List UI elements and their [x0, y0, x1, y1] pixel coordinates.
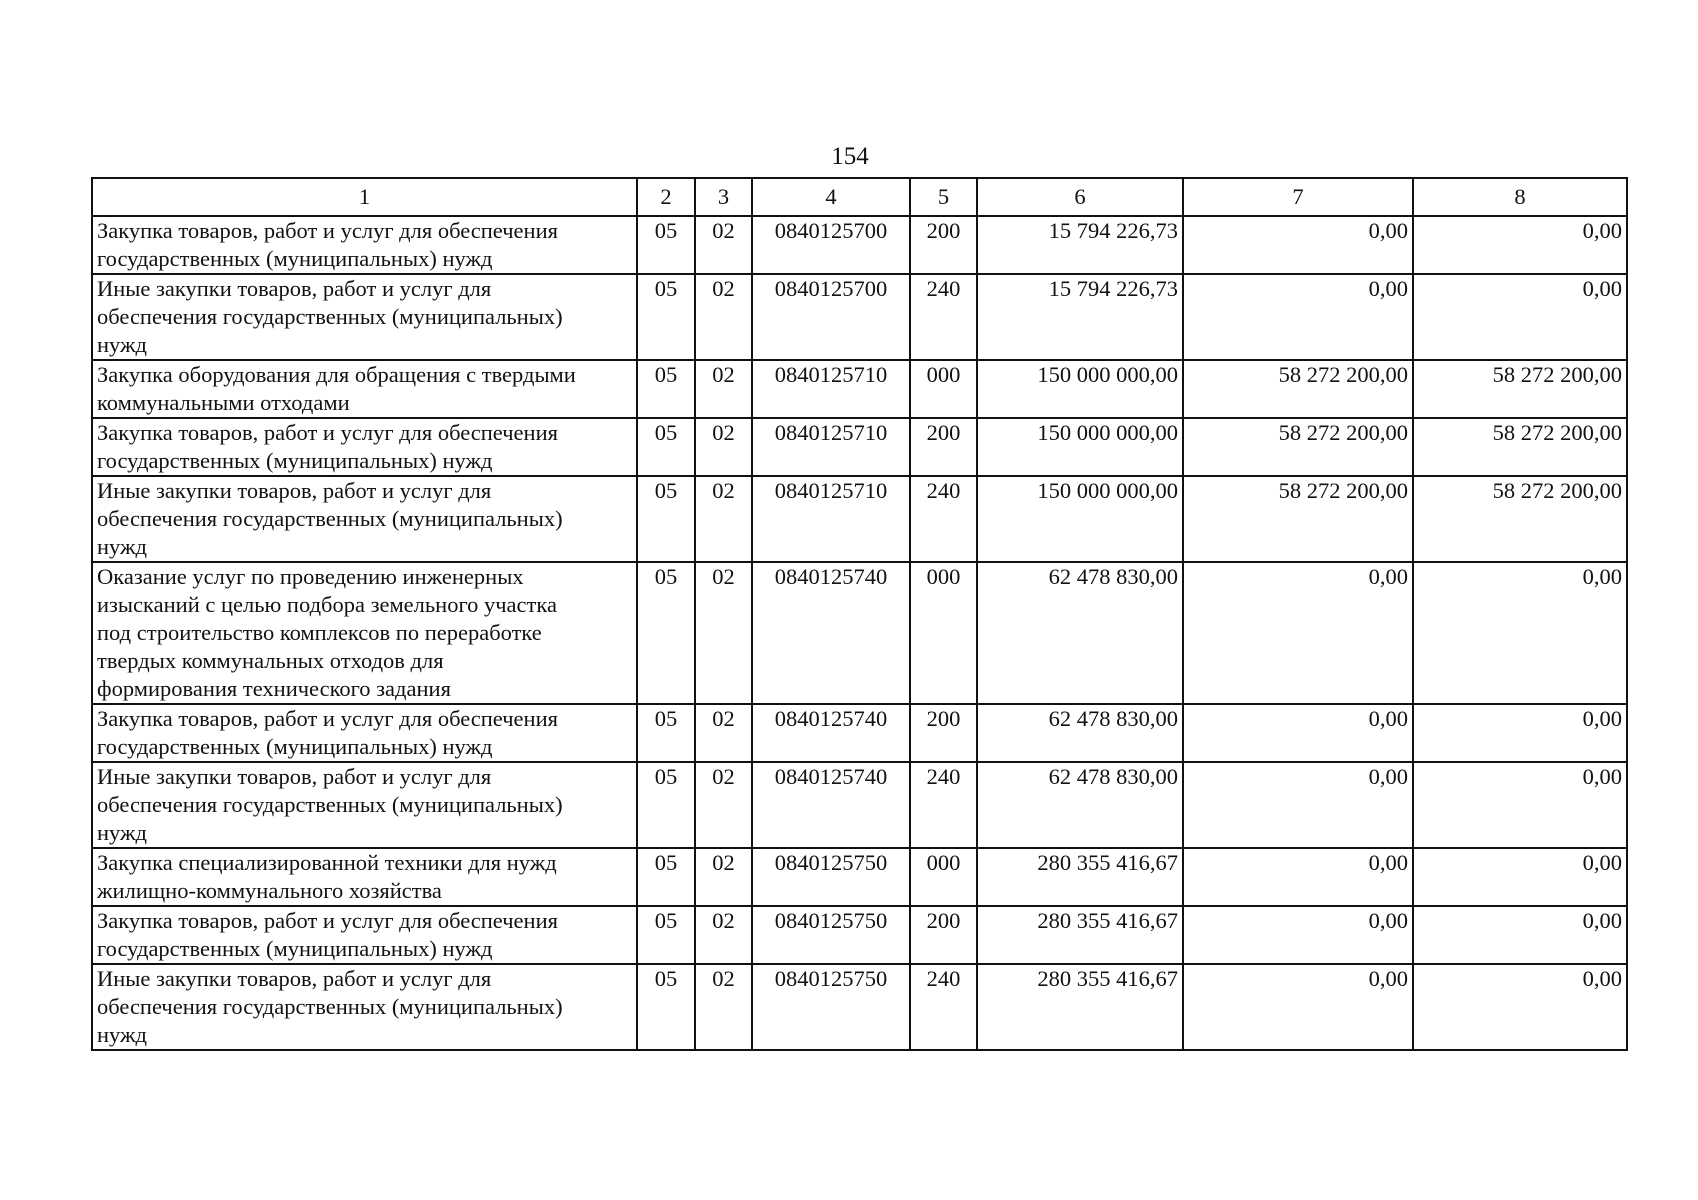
- table-row: [92, 562, 1627, 704]
- row-section-code: 05: [637, 274, 695, 360]
- row-amount-col8: 58 272 200,00: [1413, 360, 1627, 418]
- row-subsection-code: 02: [695, 562, 752, 704]
- budget-table: [91, 177, 1628, 1051]
- row-section-code: 05: [637, 848, 695, 906]
- table-row: [92, 964, 1627, 1050]
- row-section-code: 05: [637, 562, 695, 704]
- table-row: [92, 906, 1627, 964]
- table-row: [92, 704, 1627, 762]
- row-section-code: 05: [637, 762, 695, 848]
- table-body: [92, 216, 1627, 1050]
- row-name-line: обеспечения государственных (муниципальных): [97, 506, 563, 531]
- row-name: [92, 848, 637, 906]
- row-name-line: Закупка товаров, работ и услуг для обеспечения: [97, 908, 558, 933]
- row-name-line: Закупка товаров, работ и услуг для обеспечения: [97, 420, 558, 445]
- row-target-article-code: 0840125710: [752, 418, 910, 476]
- row-expense-type-code: 200: [910, 704, 977, 762]
- row-expense-type-code: 240: [910, 964, 977, 1050]
- row-amount-col7: 58 272 200,00: [1183, 360, 1413, 418]
- row-name-line: Закупка специализированной техники для нужд: [97, 850, 557, 875]
- row-amount-col6: 150 000 000,00: [977, 360, 1183, 418]
- row-amount-col6: 150 000 000,00: [977, 418, 1183, 476]
- row-subsection-code: 02: [695, 964, 752, 1050]
- row-amount-col8: 0,00: [1413, 274, 1627, 360]
- row-name-line: государственных (муниципальных) нужд: [97, 246, 493, 271]
- row-expense-type-code: 240: [910, 762, 977, 848]
- row-amount-col6: 280 355 416,67: [977, 906, 1183, 964]
- row-name-line: Закупка товаров, работ и услуг для обеспечения: [97, 218, 558, 243]
- table-row: [92, 848, 1627, 906]
- row-target-article-code: 0840125710: [752, 360, 910, 418]
- row-name-line: формирования технического задания: [97, 676, 451, 701]
- row-section-code: 05: [637, 360, 695, 418]
- row-name: [92, 476, 637, 562]
- row-name-line: твердых коммунальных отходов для: [97, 648, 444, 673]
- row-name: [92, 360, 637, 418]
- row-expense-type-code: 200: [910, 418, 977, 476]
- row-subsection-code: 02: [695, 274, 752, 360]
- row-amount-col7: 0,00: [1183, 562, 1413, 704]
- row-amount-col8: 58 272 200,00: [1413, 418, 1627, 476]
- column-header-4: 4: [752, 178, 910, 216]
- row-target-article-code: 0840125750: [752, 906, 910, 964]
- row-amount-col7: 0,00: [1183, 216, 1413, 274]
- row-subsection-code: 02: [695, 476, 752, 562]
- column-header-5: 5: [910, 178, 977, 216]
- row-expense-type-code: 240: [910, 476, 977, 562]
- row-name-line: коммунальными отходами: [97, 390, 350, 415]
- row-amount-col8: 58 272 200,00: [1413, 476, 1627, 562]
- row-name-line: под строительство комплексов по переработке: [97, 620, 542, 645]
- row-subsection-code: 02: [695, 418, 752, 476]
- row-amount-col6: 62 478 830,00: [977, 562, 1183, 704]
- row-name-line: государственных (муниципальных) нужд: [97, 448, 493, 473]
- row-name-line: нужд: [97, 534, 147, 559]
- row-subsection-code: 02: [695, 704, 752, 762]
- row-name-line: Иные закупки товаров, работ и услуг для: [97, 478, 492, 503]
- row-amount-col6: 62 478 830,00: [977, 762, 1183, 848]
- row-name-line: обеспечения государственных (муниципальных): [97, 792, 563, 817]
- row-subsection-code: 02: [695, 906, 752, 964]
- table-row: [92, 274, 1627, 360]
- row-name: [92, 906, 637, 964]
- table-row: [92, 418, 1627, 476]
- row-subsection-code: 02: [695, 216, 752, 274]
- row-section-code: 05: [637, 476, 695, 562]
- row-subsection-code: 02: [695, 848, 752, 906]
- row-name: [92, 762, 637, 848]
- row-name: [92, 418, 637, 476]
- row-amount-col6: 15 794 226,73: [977, 274, 1183, 360]
- row-name: [92, 562, 637, 704]
- row-section-code: 05: [637, 704, 695, 762]
- column-header-6: 6: [977, 178, 1183, 216]
- row-name: [92, 964, 637, 1050]
- row-amount-col7: 0,00: [1183, 704, 1413, 762]
- row-name: [92, 704, 637, 762]
- row-amount-col6: 280 355 416,67: [977, 964, 1183, 1050]
- row-amount-col7: 0,00: [1183, 906, 1413, 964]
- row-amount-col6: 280 355 416,67: [977, 848, 1183, 906]
- row-name-line: изысканий с целью подбора земельного участка: [97, 592, 557, 617]
- column-header-8: 8: [1413, 178, 1627, 216]
- row-amount-col8: 0,00: [1413, 848, 1627, 906]
- row-name-line: Оказание услуг по проведению инженерных: [97, 564, 524, 589]
- row-amount-col8: 0,00: [1413, 216, 1627, 274]
- row-amount-col8: 0,00: [1413, 762, 1627, 848]
- row-target-article-code: 0840125740: [752, 704, 910, 762]
- row-expense-type-code: 200: [910, 216, 977, 274]
- table-row: [92, 216, 1627, 274]
- row-target-article-code: 0840125740: [752, 762, 910, 848]
- table-row: [92, 476, 1627, 562]
- row-section-code: 05: [637, 418, 695, 476]
- row-section-code: 05: [637, 216, 695, 274]
- row-amount-col7: 0,00: [1183, 274, 1413, 360]
- page-number: 154: [831, 143, 869, 170]
- row-section-code: 05: [637, 964, 695, 1050]
- row-expense-type-code: 000: [910, 360, 977, 418]
- row-name-line: нужд: [97, 820, 147, 845]
- row-amount-col7: 58 272 200,00: [1183, 476, 1413, 562]
- table-row: [92, 762, 1627, 848]
- row-target-article-code: 0840125740: [752, 562, 910, 704]
- column-header-1: 1: [92, 178, 637, 216]
- row-name-line: нужд: [97, 332, 147, 357]
- row-amount-col7: 0,00: [1183, 964, 1413, 1050]
- row-name-line: нужд: [97, 1022, 147, 1047]
- row-target-article-code: 0840125750: [752, 848, 910, 906]
- column-header-2: 2: [637, 178, 695, 216]
- row-amount-col7: 58 272 200,00: [1183, 418, 1413, 476]
- row-amount-col6: 62 478 830,00: [977, 704, 1183, 762]
- row-target-article-code: 0840125750: [752, 964, 910, 1050]
- row-name-line: Закупка товаров, работ и услуг для обеспечения: [97, 706, 558, 731]
- column-header-7: 7: [1183, 178, 1413, 216]
- row-name: [92, 216, 637, 274]
- row-name-line: Иные закупки товаров, работ и услуг для: [97, 276, 492, 301]
- row-expense-type-code: 000: [910, 848, 977, 906]
- row-expense-type-code: 240: [910, 274, 977, 360]
- row-name-line: государственных (муниципальных) нужд: [97, 734, 493, 759]
- row-amount-col8: 0,00: [1413, 704, 1627, 762]
- row-target-article-code: 0840125710: [752, 476, 910, 562]
- row-name: [92, 274, 637, 360]
- row-amount-col6: 15 794 226,73: [977, 216, 1183, 274]
- row-amount-col6: 150 000 000,00: [977, 476, 1183, 562]
- row-name-line: жилищно-коммунального хозяйства: [97, 878, 442, 903]
- row-amount-col8: 0,00: [1413, 906, 1627, 964]
- row-target-article-code: 0840125700: [752, 216, 910, 274]
- row-subsection-code: 02: [695, 762, 752, 848]
- row-target-article-code: 0840125700: [752, 274, 910, 360]
- row-amount-col8: 0,00: [1413, 562, 1627, 704]
- row-name-line: обеспечения государственных (муниципальных): [97, 304, 563, 329]
- row-name-line: обеспечения государственных (муниципальных): [97, 994, 563, 1019]
- row-amount-col8: 0,00: [1413, 964, 1627, 1050]
- table-header: [92, 178, 1627, 216]
- row-expense-type-code: 000: [910, 562, 977, 704]
- row-name-line: Закупка оборудования для обращения с твердыми: [97, 362, 576, 387]
- row-name-line: Иные закупки товаров, работ и услуг для: [97, 764, 492, 789]
- row-amount-col7: 0,00: [1183, 762, 1413, 848]
- column-header-3: 3: [695, 178, 752, 216]
- row-subsection-code: 02: [695, 360, 752, 418]
- row-section-code: 05: [637, 906, 695, 964]
- row-name-line: государственных (муниципальных) нужд: [97, 936, 493, 961]
- row-expense-type-code: 200: [910, 906, 977, 964]
- header-row: [92, 178, 1627, 216]
- row-amount-col7: 0,00: [1183, 848, 1413, 906]
- table-row: [92, 360, 1627, 418]
- row-name-line: Иные закупки товаров, работ и услуг для: [97, 966, 492, 991]
